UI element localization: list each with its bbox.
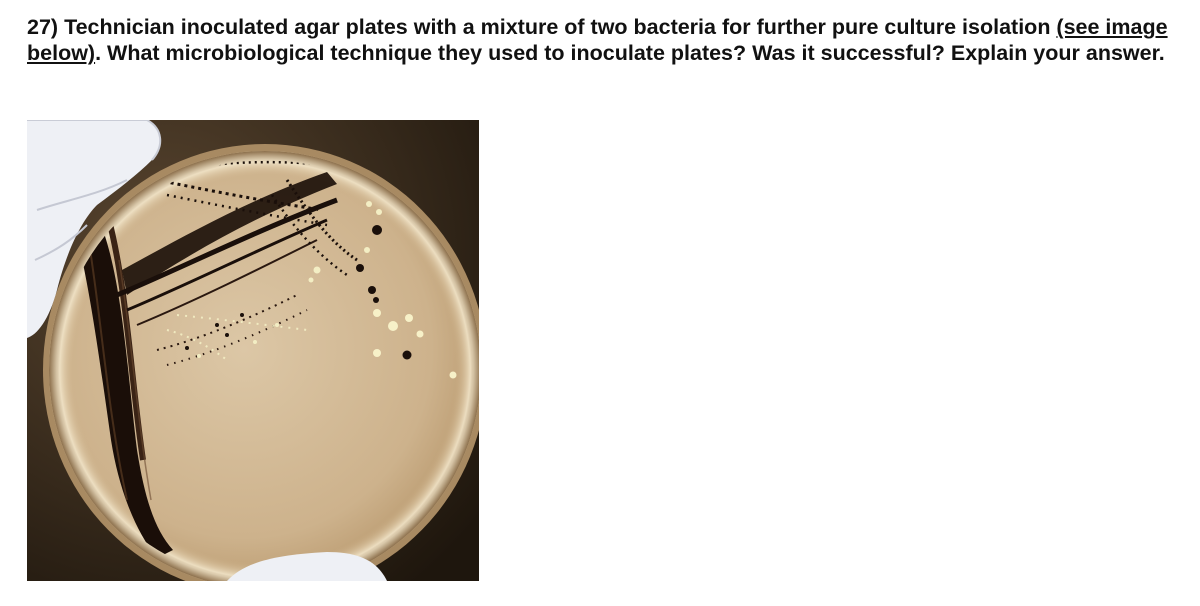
question-text — [27, 14, 1177, 66]
petri-dish-illustration — [27, 120, 479, 581]
petri-dish-photo — [27, 120, 479, 581]
see-image-link[interactable]: (see image below) — [27, 15, 1168, 65]
question-body-part2: . What microbiological technique they used to inoculate plates? Was it successful? Explain your answer. — [95, 41, 1165, 65]
question-number: 27) — [27, 15, 59, 39]
question-body-part1: Technician inoculated agar plates with a mixture of two bacteria for further pure culture isolation — [64, 15, 1057, 39]
